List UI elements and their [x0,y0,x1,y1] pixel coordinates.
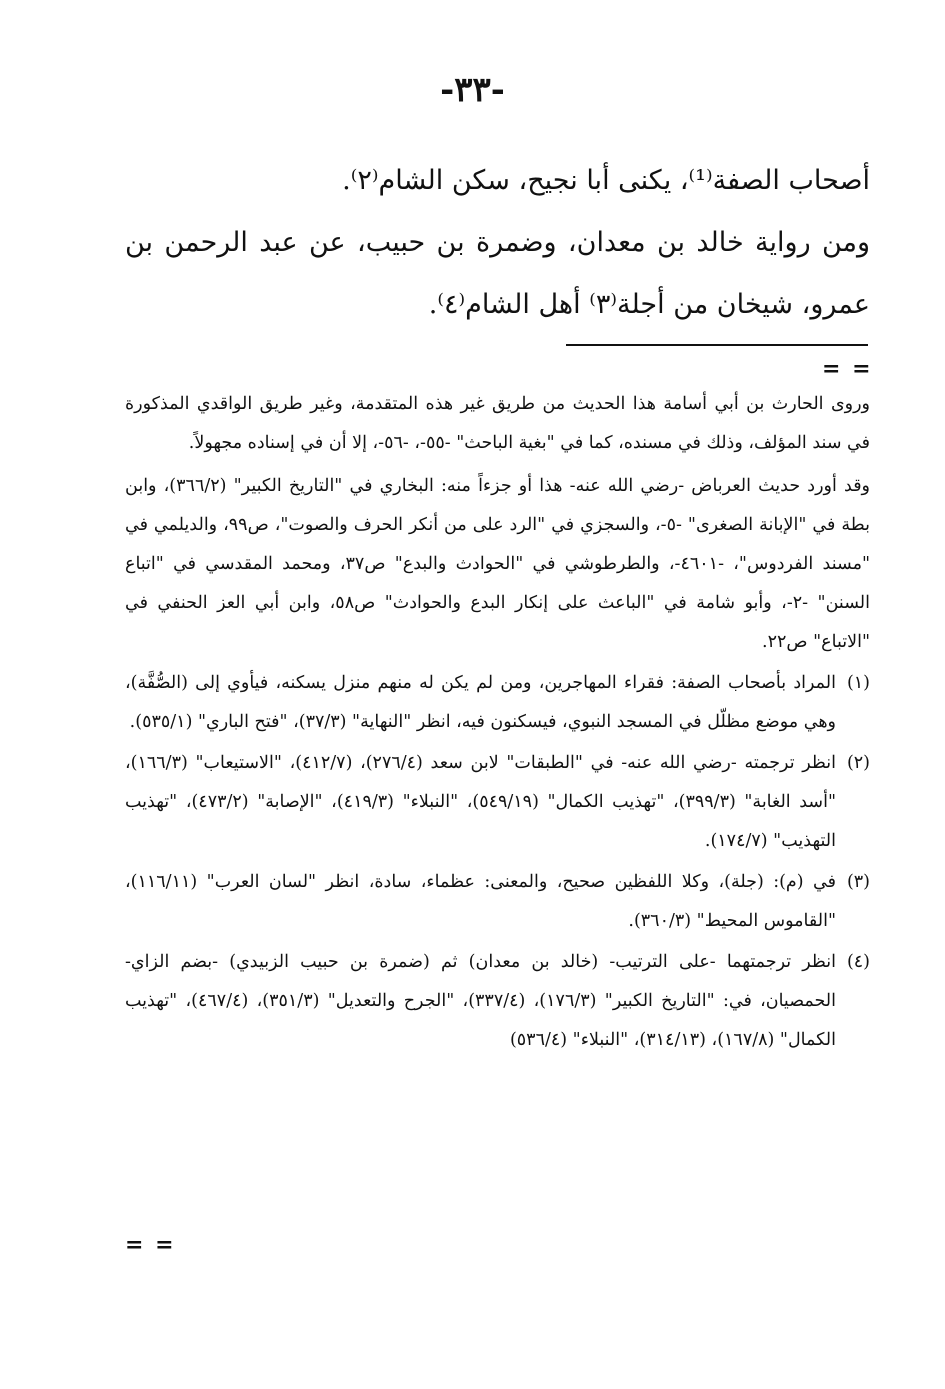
continuation-mark-bottom: = = [125,1232,176,1258]
footnote-number: (٢) [846,753,870,773]
footnote [125,943,870,1060]
footnote [125,744,870,861]
main-paragraph: أصحاب الصفة⁽¹⁾، يكنى أبا نجيح، سكن الشام⁽٢⁾. [342,165,870,196]
page-number: -٣٣- [440,70,505,110]
footnote-number: (١) [846,673,870,693]
footnote [125,863,870,941]
main-paragraph: ومن رواية خالد بن معدان، وضمرة بن حبيب، عن عبد الرحمن بن عمرو، شيخان من أجلة⁽٣⁾ أهل الشام⁽٤⁾. [125,227,871,320]
continued-footnote-paragraph: وروى الحارث بن أبي أسامة هذا الحديث من طريق غير هذه المتقدمة، وغير طريق الواقدي المذكورة في سند المؤلف، وذلك في مسنده، كما في "بغية الباحث" -٥٥-، -٥٦-، إلا أن في إسناده مجهولاً. [125,394,870,453]
footnote-text: في (م): (جلة)، وكلا اللفظين صحيح، والمعنى: عظماء، سادة، انظر "لسان العرب" (١١٦/١١)، "القاموس المحيط" (٣٦٠/٣). [125,872,836,931]
footnote-text: انظر ترجمتهما -على الترتيب- (خالد بن معدان) ثم (ضمرة بن حبيب الزبيدي) -بضم الزاي- الحمصيان، في: "التاريخ الكبير" (١٧٦/٣)، (٣٣٧/٤)، "الجرح والتعديل" (٣٥١/٣)، (٤٦٧/٤)، "تهذيب الكمال" (١٦٧/٨)، (٣١٤/١٣)، "النبلاء" (٥٣٦/٤) [125,952,836,1050]
footnote-text: انظر ترجمته -رضي الله عنه- في "الطبقات" لابن سعد (٢٧٦/٤)، (٤١٢/٧)، "الاستيعاب" (١٦٦/٣)، "أسد الغابة" (٣٩٩/٣)، "تهذيب الكمال" (٥٤٩/١٩)، "النبلاء" (٤١٩/٣)، "الإصابة" (٤٧٣/٢)، "تهذيب التهذيب" (١٧٤/٧). [125,753,837,851]
continued-footnote-paragraph: وقد أورد حديث العرباض -رضي الله عنه- هذا أو جزءاً منه: البخاري في "التاريخ الكبير" (٣٦٦/٢)، وابن بطة في "الإبانة الصغرى" -٥-، والسجزي في "الرد على من أنكر الحرف والصوت"، ص٩٩، والديلمي في "مسند الفردوس"، -٤٦٠١-، والطرطوشي في "الحوادث والبدع" ص٣٧، ومحمد المقدسي في "اتباع السنن" -٢-، وأبو شامة في "الباعث على إنكار البدع والحوادث" ص٥٨، وابن أبي العز الحنفي في "الاتباع" ص٢٢. [125,476,871,652]
footnote-number: (٣) [846,872,870,892]
continued-footnote [125,385,870,662]
footnote [125,664,870,742]
footnote-text: المراد بأصحاب الصفة: فقراء المهاجرين، ومن لم يكن له منهم منزل يسكنه، فيأوي إلى (الصُّفَّة)، وهي موضع مظلّل في المسجد النبوي، فيسكنون فيه، انظر "النهاية" (٣٧/٣)، "فتح الباري" (٥٣٥/١). [125,673,836,732]
footnote-number: (٤) [846,952,870,972]
footnotes [125,385,870,1060]
main-text [125,150,870,336]
footnote-separator [566,344,868,346]
continuation-mark-top: = = [822,356,873,382]
